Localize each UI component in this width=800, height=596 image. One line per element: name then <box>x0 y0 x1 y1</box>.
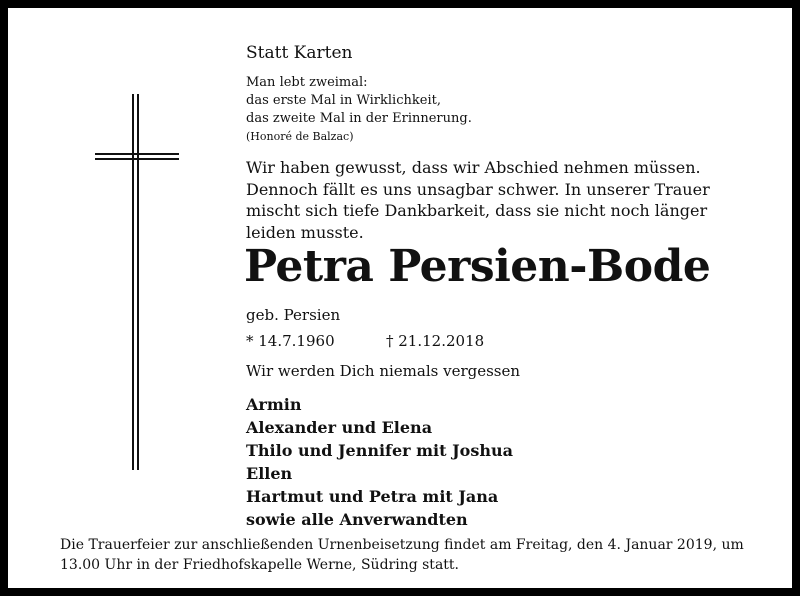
mourner-name: Ellen <box>246 464 293 483</box>
intro-line: mischt sich tiefe Dankbarkeit, dass sie nicht noch länger <box>246 201 708 220</box>
statt-karten-heading: Statt Karten <box>246 43 353 63</box>
cross-icon <box>95 94 179 470</box>
intro-line: leiden musste. <box>246 222 364 242</box>
mourner-name: Thilo und Jennifer mit Joshua <box>246 441 513 460</box>
intro-text <box>246 157 710 243</box>
birth-date: * 14.7.1960 <box>246 332 335 350</box>
mourner-name: sowie alle Anverwandten <box>246 510 468 529</box>
mourners-list <box>246 393 513 531</box>
intro-line: Wir haben gewusst, dass wir Abschied nehmen müssen. <box>246 158 701 177</box>
quote-author: (Honoré de Balzac) <box>246 130 354 143</box>
notice-line: Die Trauerfeier zur anschließenden Urnenbeisetzung findet am Freitag, den 4. Januar 2019, um <box>60 537 744 553</box>
quote-line: das zweite Mal in der Erinnerung. <box>246 111 472 126</box>
quote-line: das erste Mal in Wirklichkeit, <box>246 93 441 108</box>
mourner-name: Armin <box>246 395 302 414</box>
mourner-name: Hartmut und Petra mit Jana <box>246 487 499 506</box>
quote-block <box>246 74 472 146</box>
deceased-name: Petra Persien-Bode <box>244 241 711 292</box>
birth-name: geb. Persien <box>246 306 341 324</box>
farewell-line: Wir werden Dich niemals vergessen <box>246 362 521 380</box>
intro-line: Dennoch fällt es uns unsagbar schwer. In unserer Trauer <box>246 179 710 199</box>
death-date: † 21.12.2018 <box>386 332 485 350</box>
notice-line: 13.00 Uhr in der Friedhofskapelle Werne, Südring statt. <box>60 557 459 573</box>
mourner-name: Alexander und Elena <box>246 418 433 437</box>
funeral-notice <box>60 535 744 575</box>
quote-line: Man lebt zweimal: <box>246 75 368 90</box>
